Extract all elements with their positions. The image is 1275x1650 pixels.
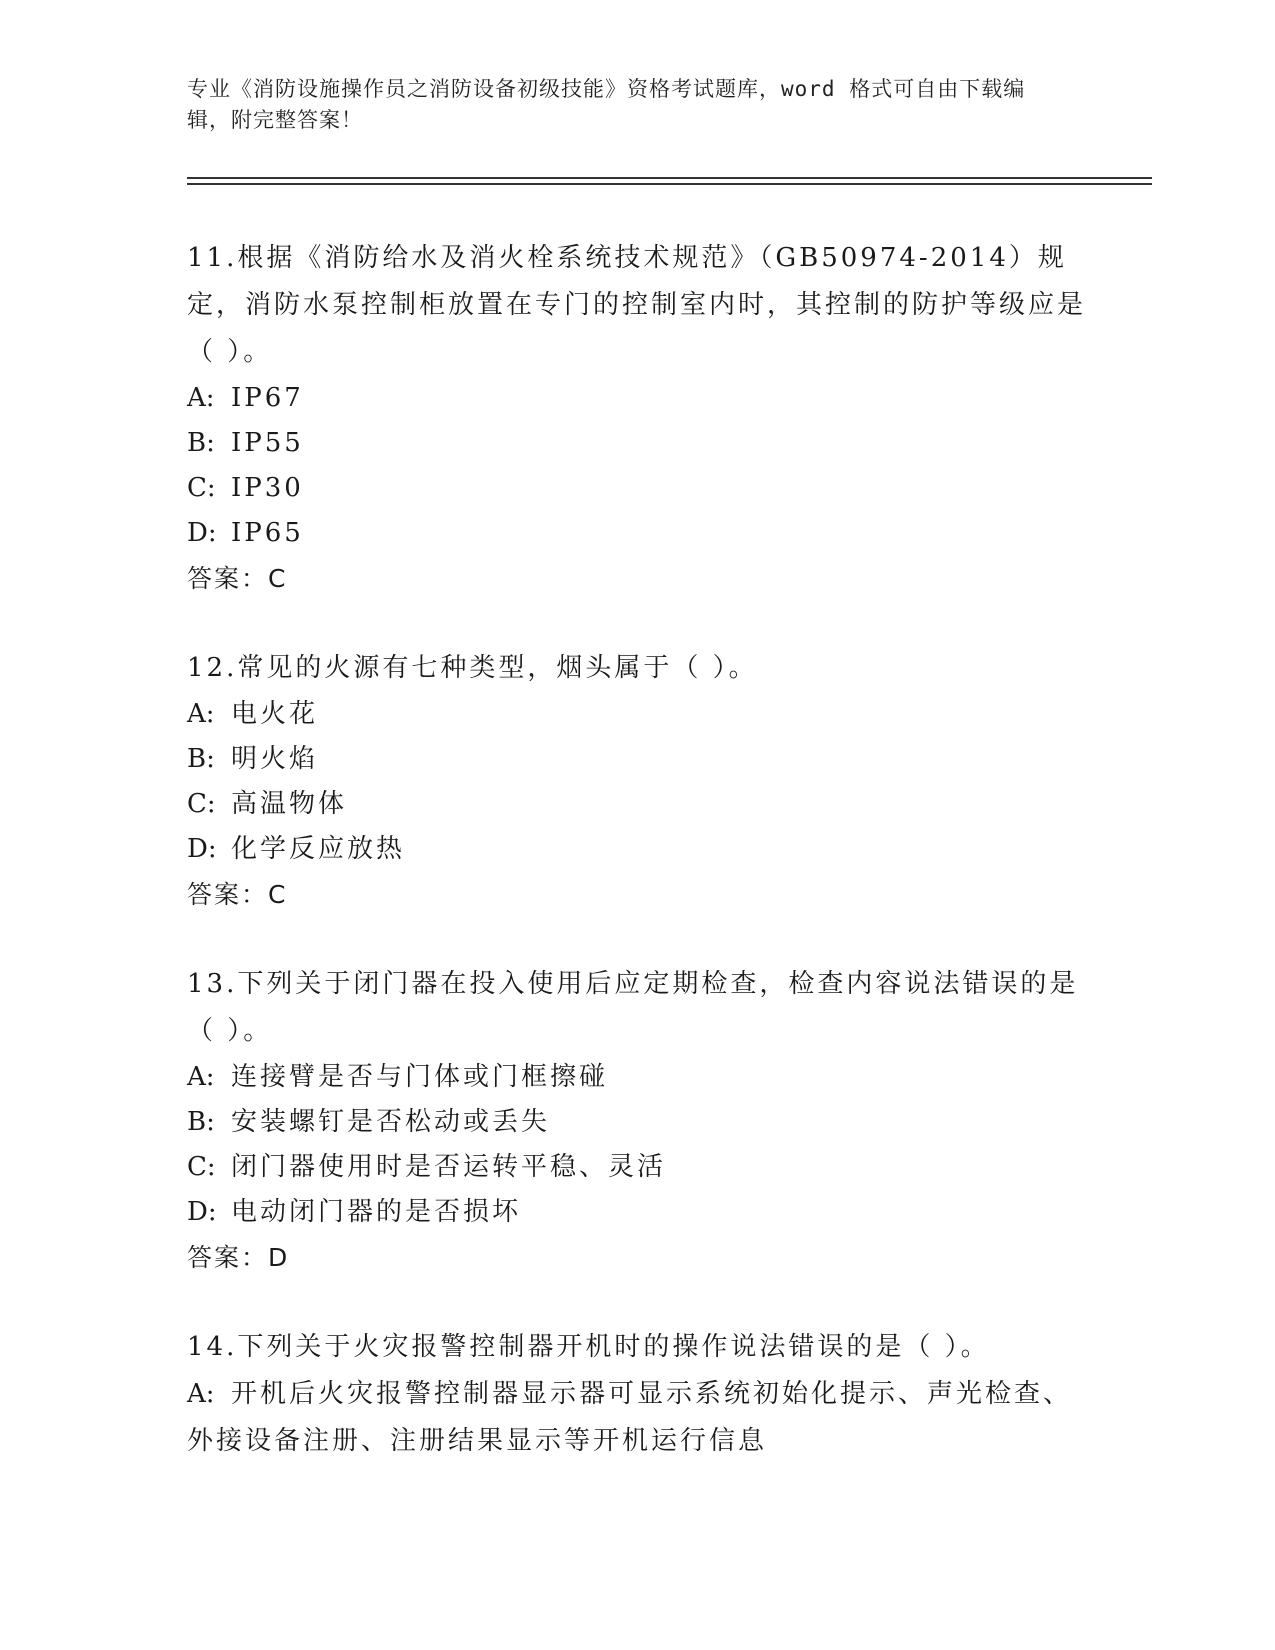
header-divider-bottom [187, 183, 1152, 185]
answer-line [187, 1235, 1087, 1281]
question-14 [187, 1324, 1087, 1465]
option-text: 开机后火灾报警控制器显示器可显示系统初始化提示、声光检查、外接设备注册、注册结果显示等开机运行信息 [187, 1379, 1073, 1456]
option-letter: C: [187, 473, 216, 503]
question-stem: 12.常见的火源有七种类型，烟头属于（ ）。 [187, 653, 758, 683]
option-a [187, 376, 1087, 421]
option-letter: C: [187, 789, 216, 819]
answer-value: C [268, 880, 286, 909]
option-text: 电动闭门器的是否损坏 [231, 1197, 522, 1227]
option-text: IP55 [231, 428, 304, 458]
option-text: 电火花 [231, 699, 319, 729]
question-list [187, 235, 1087, 1508]
question-stem: 13.下列关于闭门器在投入使用后应定期检查，检查内容说法错误的是（ ）。 [187, 969, 1079, 1046]
option-b [187, 421, 1087, 466]
option-text: 安装螺钉是否松动或丢失 [231, 1107, 551, 1137]
option-letter: A: [187, 699, 215, 729]
option-c [187, 466, 1087, 511]
option-a [187, 1055, 1087, 1100]
option-text: 明火焰 [231, 744, 319, 774]
option-text: 连接臂是否与门体或门框擦碰 [231, 1062, 609, 1092]
question-stem: 11.根据《消防给水及消火栓系统技术规范》（GB50974-2014）规定，消防水泵控制柜放置在专门的控制室内时，其控制的防护等级应是（ ）。 [187, 243, 1087, 367]
option-letter: B: [187, 428, 215, 458]
option-a [187, 1371, 1087, 1465]
page-header: 专业《消防设施操作员之消防设备初级技能》资格考试题库，word 格式可自由下载编辑，附完整答案！ [187, 77, 1026, 132]
option-letter: A: [187, 1062, 215, 1092]
option-letter: D: [187, 834, 217, 864]
question-13 [187, 961, 1087, 1281]
option-d [187, 827, 1087, 872]
option-letter: B: [187, 744, 215, 774]
option-d [187, 1190, 1087, 1235]
header-divider-top [187, 177, 1152, 179]
option-b [187, 1100, 1087, 1145]
question-stem: 14.下列关于火灾报警控制器开机时的操作说法错误的是（ ）。 [187, 1332, 990, 1362]
option-text: IP30 [231, 473, 304, 503]
answer-label: 答案： [187, 880, 269, 909]
option-letter: D: [187, 1197, 217, 1227]
answer-value: C [268, 564, 286, 593]
option-c [187, 782, 1087, 827]
option-text: 化学反应放热 [231, 834, 406, 864]
option-letter: D: [187, 518, 217, 548]
option-letter: B: [187, 1107, 215, 1137]
question-12 [187, 645, 1087, 918]
answer-line [187, 556, 1087, 602]
answer-label: 答案： [187, 1243, 269, 1272]
option-text: 高温物体 [231, 789, 348, 819]
question-11 [187, 235, 1087, 602]
option-text: 闭门器使用时是否运转平稳、灵活 [231, 1152, 667, 1182]
option-text: IP67 [231, 383, 304, 413]
option-a [187, 692, 1087, 737]
answer-label: 答案： [187, 564, 269, 593]
option-letter: A: [187, 383, 215, 413]
option-c [187, 1145, 1087, 1190]
option-letter: C: [187, 1152, 216, 1182]
answer-value: D [268, 1243, 288, 1272]
option-text: IP65 [231, 518, 304, 548]
option-d [187, 511, 1087, 556]
option-letter: A: [187, 1379, 215, 1409]
option-b [187, 737, 1087, 782]
answer-line [187, 872, 1087, 918]
